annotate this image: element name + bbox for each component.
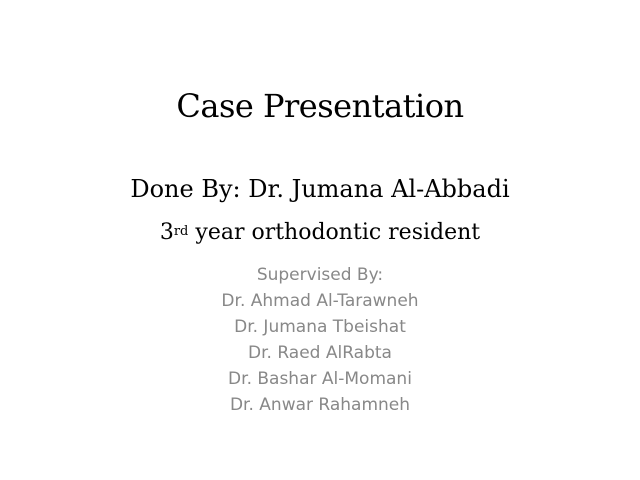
supervisors-list [0,262,640,418]
role-text: year orthodontic resident [188,220,481,245]
supervisor-name: Dr. Jumana Tbeishat [234,317,406,337]
role-year-number: 3 [159,220,174,245]
author-role [0,216,640,250]
author-line: Done By: Dr. Jumana Al-Abbadi [130,175,510,203]
role-ordinal-suffix: rd [173,224,189,239]
supervisors-heading: Supervised By: [256,265,384,285]
supervisor-name: Dr. Raed AlRabta [248,343,392,363]
supervisor-name: Dr. Ahmad Al-Tarawneh [221,291,419,311]
supervisor-name: Dr. Bashar Al-Momani [228,369,412,389]
slide-title: Case Presentation [176,87,464,125]
supervisor-name: Dr. Anwar Rahamneh [229,395,411,415]
